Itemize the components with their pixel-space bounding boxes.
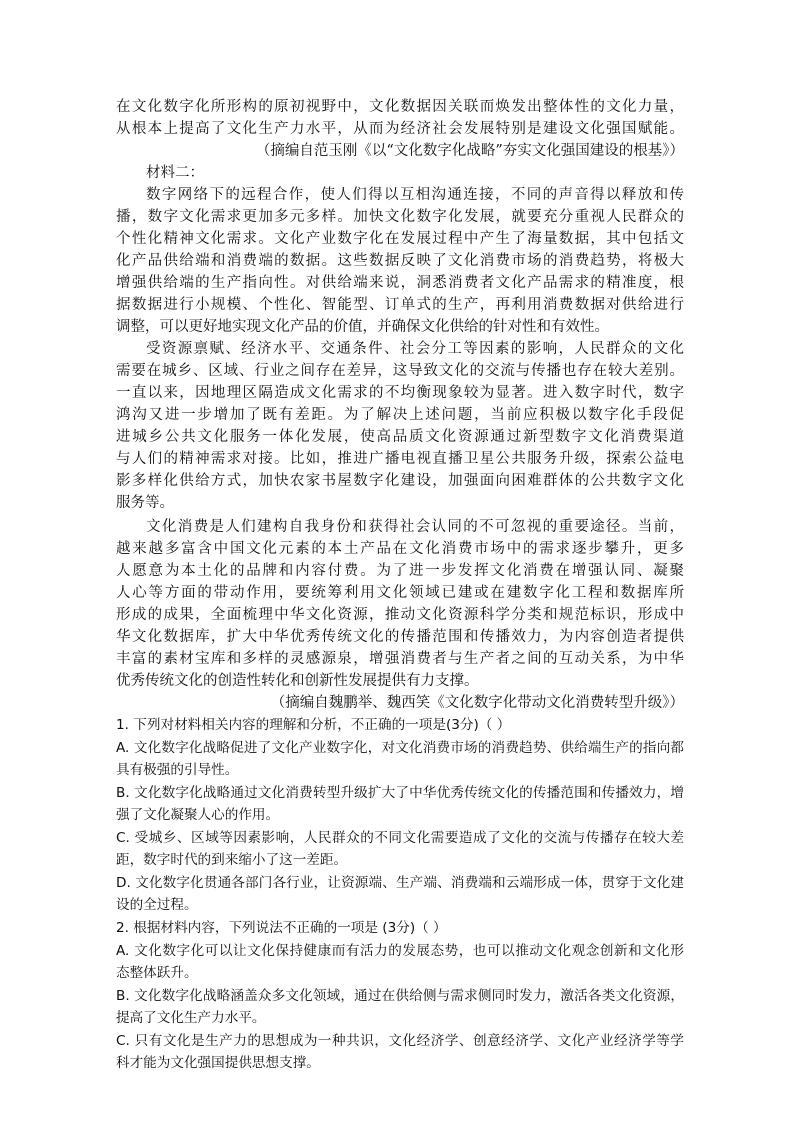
text-line: 人心等方面的带动作用，要统筹利用文化领域已建或在建数字化工程和数据库所 <box>116 585 684 601</box>
text-line: 调整，可以更好地实现文化产品的价值，并确保文化供给的针对性和有效性。 <box>116 319 609 335</box>
text-line: 优秀传统文化的创造性转化和创新性发展提供有力支撑。 <box>116 673 479 689</box>
text-line: 与人们的精神需求对接。比如，推进广播电视直播卫星公共服务升级，探索公益电 <box>116 451 684 467</box>
text-line: 个性化精神文化需求。文化产业数字化在发展过程中产生了海量数据，其中包括文 <box>116 231 684 247</box>
question-1-option-a-cont: 具有极强的引导性。 <box>116 762 239 778</box>
question-1-option-a: A. 文化数字化战略促进了文化产业数字化，对文化消费市场的消费趋势、供给端生产的指向都 <box>116 740 684 756</box>
text-line: 形成的成果，全面梳理中华文化资源，推动文化资源科学分类和规范标识，形成中 <box>116 607 684 623</box>
question-1-option-b: B. 文化数字化战略通过文化消费转型升级扩大了中华优秀传统文化的传播范围和传播效力，增 <box>116 785 684 801</box>
question-2-stem: 2. 根据材料内容，下列说法不正确的一项是 (3分)（ ） <box>116 920 447 936</box>
text-line: 文化消费是人们建构自我身份和获得社会认同的不可忽视的重要途径。当前， <box>146 519 684 535</box>
text-line: 从根本上提高了文化生产力水平，从而为经济社会发展特别是建设文化强国赋能。 <box>116 121 684 137</box>
source-citation: （摘编自范玉刚《以“文化数字化战略”夯实文化强国建设的根基》） <box>255 143 684 159</box>
text-line: 据数据进行小规模、个性化、智能型、订单式的生产，再利用消费数据对供给进行 <box>116 297 684 313</box>
text-line: 人愿意为本土化的品牌和内容付费。为了进一步发挥文化消费在增强认同、凝聚 <box>116 563 684 579</box>
question-2-option-b: B. 文化数字化战略涵盖众多文化领域，通过在供给侧与需求侧同时发力，激活各类文化资源， <box>116 988 684 1004</box>
question-2-option-a: A. 文化数字化可以让文化保持健康而有活力的发展态势，也可以推动文化观念创新和文化形 <box>116 943 684 959</box>
text-line: 在文化数字化所形构的原初视野中，文化数据因关联而焕发出整体性的文化力量， <box>116 99 684 115</box>
text-line: 数字网络下的远程合作，使人们得以互相沟通连接，不同的声音得以释放和传 <box>146 187 684 203</box>
text-line: 华文化数据库，扩大中华优秀传统文化的传播范围和传播效力，为内容创造者提供 <box>116 629 684 645</box>
text-line: 化产品供给端和消费端的数据。这些数据反映了文化消费市场的消费趋势，将极大 <box>116 253 684 269</box>
question-1-stem: 1. 下列对材料相关内容的理解和分析，不正确的一项是(3分)（ ） <box>116 717 511 733</box>
text-line: 一直以来，因地理区隔造成文化需求的不均衡现象较为显著。进入数字时代，数字 <box>116 385 684 401</box>
question-2-option-c: C. 只有文化是生产力的思想成为一种共识，文化经济学、创意经济学、文化产业经济学等学 <box>116 1033 684 1049</box>
text-line: 越来越多富含中国文化元素的本土产品在文化消费市场中的需求逐步攀升，更多 <box>116 541 684 557</box>
question-2-option-c-cont: 科才能为文化强国提供思想支撑。 <box>116 1055 320 1071</box>
question-2-option-a-cont: 态整体跃升。 <box>116 965 198 981</box>
question-1-option-c-cont: 距，数字时代的到来缩小了这一差距。 <box>116 852 348 868</box>
text-line: 进城乡公共文化服务一体化发展，使高品质文化资源通过新型数字文化消费渠道 <box>116 429 684 445</box>
text-line: 影多样化供给方式，加快农家书屋数字化建设，加强面向困难群体的公共数字文化 <box>116 473 684 489</box>
text-line: 需要在城乡、区域、行业之间存在差异，这导致文化的交流与传播也存在较大差别。 <box>116 363 684 379</box>
source-citation: （摘编自魏鹏举、魏西笑《文化数字化带动文化消费转型升级》） <box>270 695 684 711</box>
text-line: 播，数字文化需求更加多元多样。加快文化数字化发展，就要充分重视人民群众的 <box>116 209 684 225</box>
question-1-option-c: C. 受城乡、区域等因素影响，人民群众的不同文化需要造成了文化的交流与传播存在较大差 <box>116 830 684 846</box>
question-1-option-d: D. 文化数字化贯通各部门各行业，让资源端、生产端、消费端和云端形成一体，贯穿于文化建 <box>116 875 684 891</box>
question-1-option-d-cont: 设的全过程。 <box>116 897 198 913</box>
text-line: 受资源禀赋、经济水平、交通条件、社会分工等因素的影响，人民群众的文化 <box>146 341 684 357</box>
question-1-option-b-cont: 强了文化凝聚人心的作用。 <box>116 807 280 823</box>
text-line: 鸿沟又进一步增加了既有差距。为了解决上述问题，当前应积极以数字化手段促 <box>116 407 684 423</box>
question-2-option-b-cont: 提高了文化生产力水平。 <box>116 1010 266 1026</box>
text-line: 丰富的素材宝库和多样的灵感源泉，增强消费者与生产者之间的互动关系，为中华 <box>116 651 684 667</box>
material-heading: 材料二： <box>146 165 204 181</box>
text-line: 增强供给端的生产指向性。对供给端来说，洞悉消费者文化产品需求的精准度，根 <box>116 275 684 291</box>
text-line: 服务等。 <box>116 495 174 511</box>
